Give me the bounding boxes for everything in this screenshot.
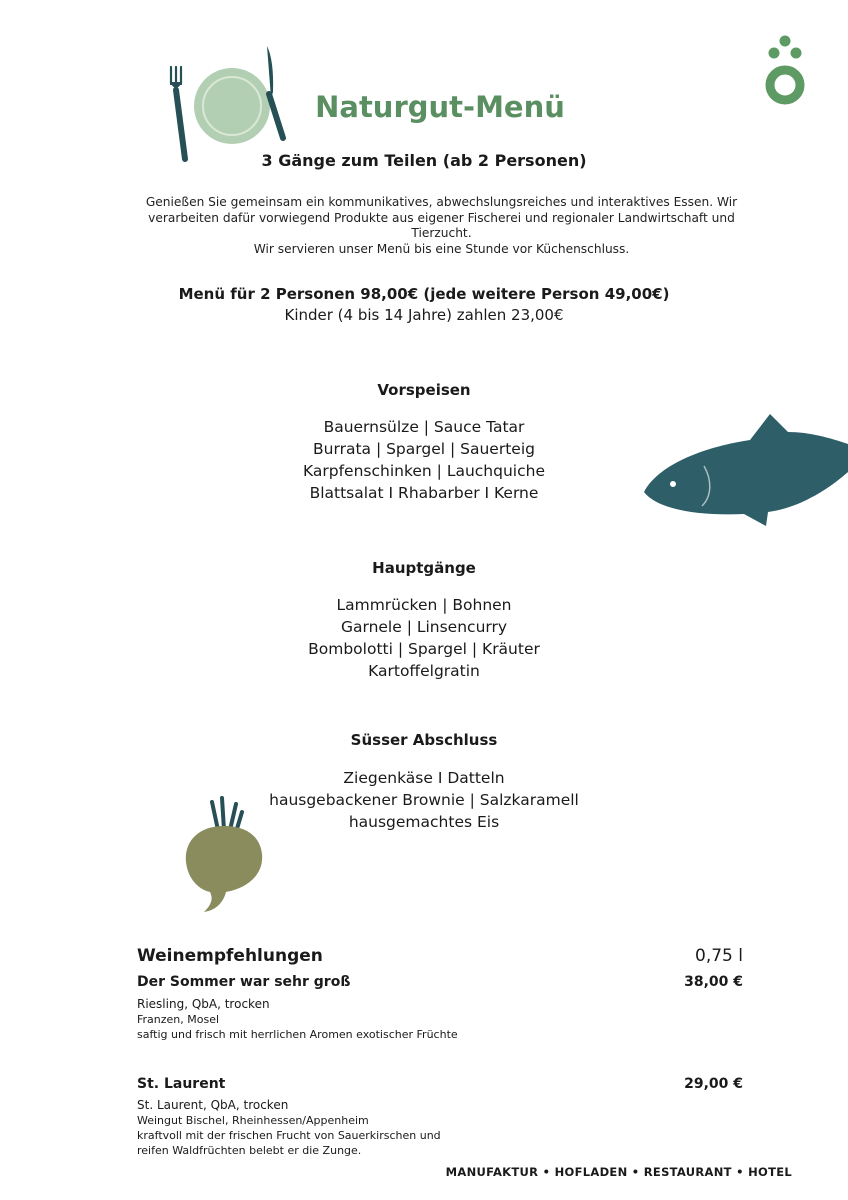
wine-description-line: reifen Waldfrüchten belebt er die Zunge.: [137, 1144, 362, 1157]
wine-description-line: saftig und frisch mit herrlichen Aromen exotischer Früchte: [137, 1028, 458, 1041]
wine-description-line: Franzen, Mosel: [137, 1013, 220, 1026]
wine-heading: Weinempfehlungen: [137, 946, 323, 966]
dish-item: Blattsalat I Rhabarber I Kerne: [309, 484, 539, 502]
wine-price: 29,00 €: [684, 1076, 743, 1092]
menu-title: Naturgut-Menü: [315, 90, 565, 124]
wine-name: Der Sommer war sehr groß: [137, 974, 351, 990]
dish-item: Karpfenschinken | Lauchquiche: [303, 462, 545, 480]
dish-list-abschluss: [0, 767, 848, 833]
dish-item: hausgebackener Brownie | Salzkaramell: [269, 791, 579, 809]
wine-price: 38,00 €: [684, 974, 743, 990]
menu-price: Menü für 2 Personen 98,00€ (jede weitere Person 49,00€): [178, 285, 670, 303]
wine-name: St. Laurent: [137, 1076, 226, 1092]
dish-item: Burrata | Spargel | Sauerteig: [313, 440, 535, 458]
plate-cutlery-icon: [165, 42, 290, 164]
dish-item: Ziegenkäse I Datteln: [343, 769, 505, 787]
section-heading-hauptgaenge: Hauptgänge: [372, 559, 476, 577]
section-heading-abschluss: Süsser Abschluss: [350, 731, 498, 749]
dish-list-hauptgaenge: [0, 594, 848, 682]
beet-icon: [182, 796, 268, 916]
dish-item: hausgemachtes Eis: [348, 813, 500, 831]
intro-text: Genießen Sie gemeinsam ein kommunikatives, abwechslungsreiches und interaktives Essen. Wir verarbeiten dafür vorwiegend Produkte aus eigener Fischerei und regionaler Landwirtschaft und Tierzucht.: [145, 195, 738, 240]
dish-item: Bombolotti | Spargel | Kräuter: [308, 640, 540, 658]
o-umlaut-logo-icon: [764, 34, 808, 106]
wine-description-line: Riesling, QbA, trocken: [137, 997, 270, 1011]
dish-item: Garnele | Linsencurry: [340, 618, 508, 636]
wine-description-line: St. Laurent, QbA, trocken: [137, 1098, 289, 1112]
section-heading-vorspeisen: Vorspeisen: [377, 381, 471, 399]
kids-price: Kinder (4 bis 14 Jahre) zahlen 23,00€: [284, 306, 564, 324]
dish-item: Bauernsülze | Sauce Tatar: [323, 418, 525, 436]
wine-description: [137, 1098, 441, 1158]
fish-icon: [640, 410, 848, 528]
dish-item: Lammrücken | Bohnen: [336, 596, 512, 614]
footer-tagline: MANUFAKTUR • HOFLADEN • RESTAURANT • HOTEL: [445, 1165, 792, 1179]
service-note: Wir servieren unser Menü bis eine Stunde vor Küchenschluss.: [253, 241, 630, 256]
wine-description-line: Weingut Bischel, Rheinhessen/Appenheim: [137, 1114, 369, 1127]
wine-description: [137, 997, 458, 1042]
menu-subtitle: 3 Gänge zum Teilen (ab 2 Personen): [261, 151, 587, 170]
dish-item: Kartoffelgratin: [368, 662, 480, 680]
intro-block: [134, 195, 749, 257]
wine-description-line: kraftvoll mit der frischen Frucht von Sauerkirschen und: [137, 1129, 441, 1142]
wine-unit: 0,75 l: [695, 946, 743, 966]
